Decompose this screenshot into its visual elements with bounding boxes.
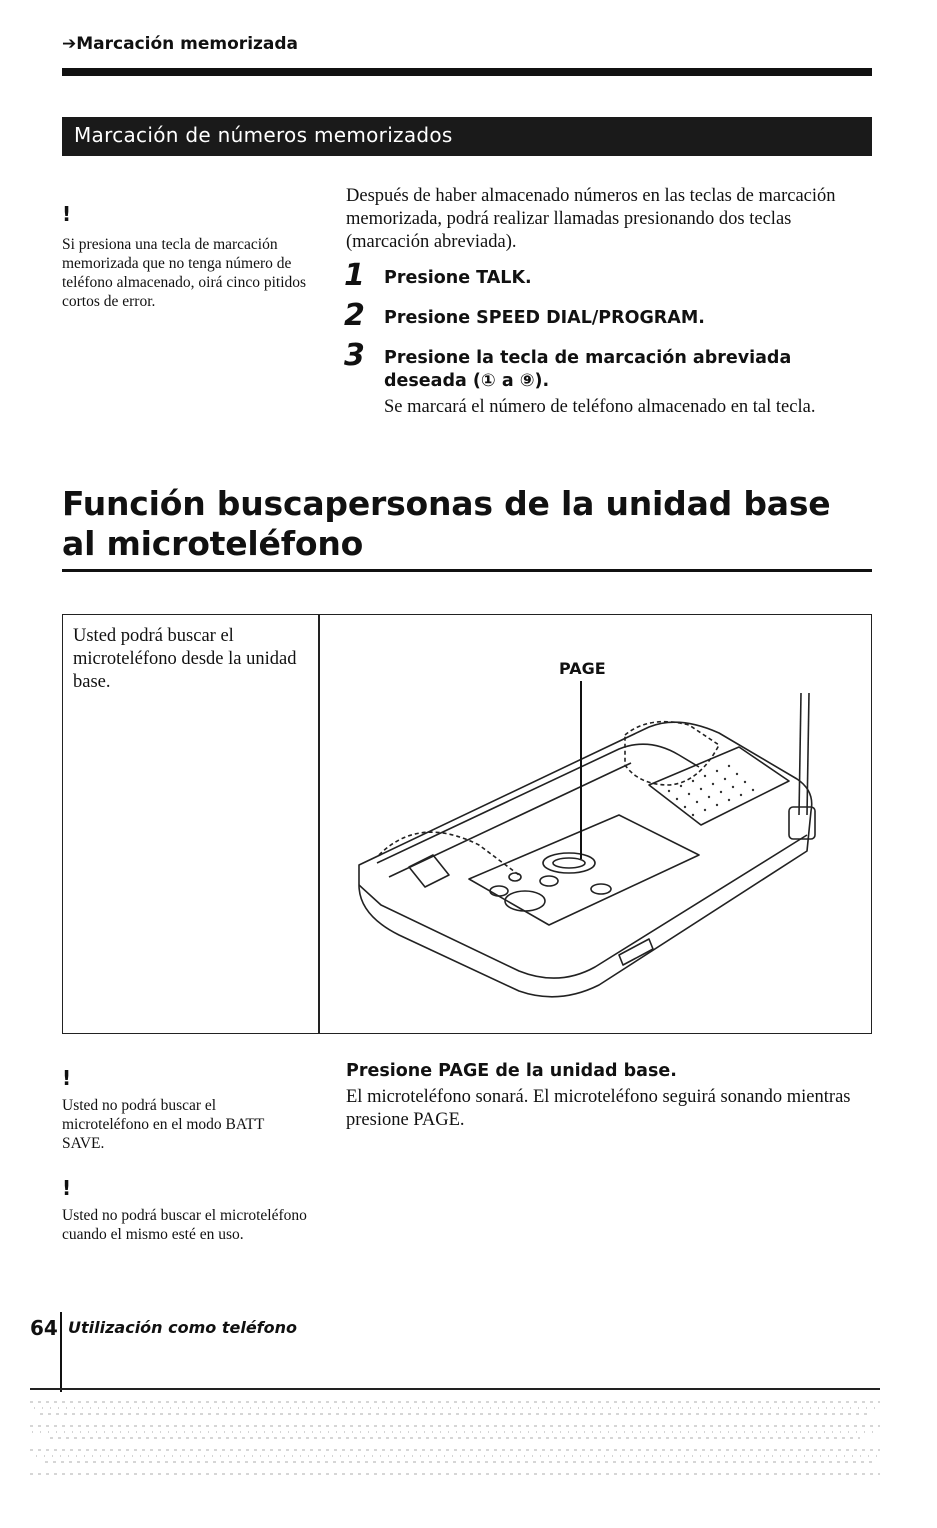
small-button xyxy=(490,886,508,896)
intro-paragraph: Después de haber almacenado números en las teclas de marcación memorizada, podrá realizar llamadas presionando dos teclas (marcación abreviada). xyxy=(346,186,836,252)
section-heading-bar xyxy=(62,117,872,156)
page-number: 64 xyxy=(30,1316,58,1340)
side-note: Usted no podrá buscar el microteléfono en el modo BATT SAVE. xyxy=(62,1097,265,1152)
page-title: Función buscapersonas de la unidad base al microteléfono xyxy=(62,484,831,563)
action-title: Presione PAGE de la unidad base. xyxy=(346,1061,677,1081)
note-mark: ! xyxy=(62,202,72,226)
figure-caption: Usted podrá buscar el microteléfono desde la unidad base. xyxy=(73,626,297,692)
small-button xyxy=(591,884,611,894)
small-button xyxy=(540,876,558,886)
antenna-line xyxy=(807,693,809,815)
page-button-inner xyxy=(553,858,585,868)
title-divider xyxy=(62,569,872,572)
speaker-area xyxy=(649,747,789,825)
dial-button xyxy=(505,891,545,911)
step-number: 2 xyxy=(344,298,365,333)
cradle-line xyxy=(377,744,699,863)
figure-box xyxy=(62,614,872,1034)
scan-noise xyxy=(30,1392,880,1482)
breadcrumb: ➔Marcación memorizada xyxy=(62,34,299,54)
page-button xyxy=(543,853,595,873)
step-number: 3 xyxy=(344,338,365,373)
step-title: Presione TALK. xyxy=(384,268,532,288)
handset-dashed xyxy=(379,832,519,875)
control-panel xyxy=(469,815,699,925)
action-description: El microteléfono sonará. El microteléfono seguirá sonando mientras presione PAGE. xyxy=(346,1087,851,1130)
step-description: Se marcará el número de teléfono almacenado en tal tecla. xyxy=(384,397,816,417)
section-heading: Marcación de números memorizados xyxy=(74,123,453,147)
note-mark: ! xyxy=(62,1066,72,1090)
step-title: Presione la tecla de marcación abreviada deseada (① a ⑨). xyxy=(384,348,792,391)
battery-slot xyxy=(409,855,449,887)
top-divider xyxy=(62,68,872,76)
base-unit-illustration xyxy=(319,615,871,1033)
footer-section-name: Utilización como teléfono xyxy=(68,1318,298,1337)
note-mark: ! xyxy=(62,1176,72,1200)
small-button xyxy=(509,873,521,881)
base-edge xyxy=(359,835,807,978)
step-title: Presione SPEED DIAL/PROGRAM. xyxy=(384,308,705,328)
page-button-label: PAGE xyxy=(559,659,606,678)
side-note: Usted no podrá buscar el microteléfono cuando el mismo esté en uso. xyxy=(62,1207,307,1243)
step-number: 1 xyxy=(344,258,365,293)
footer-divider xyxy=(60,1312,62,1392)
footer-rule xyxy=(30,1388,880,1390)
antenna-line xyxy=(799,693,801,815)
side-note: Si presiona una tecla de marcación memorizada que no tenga número de teléfono almacenado, oirá cinco pitidos cortos de error. xyxy=(62,236,307,310)
